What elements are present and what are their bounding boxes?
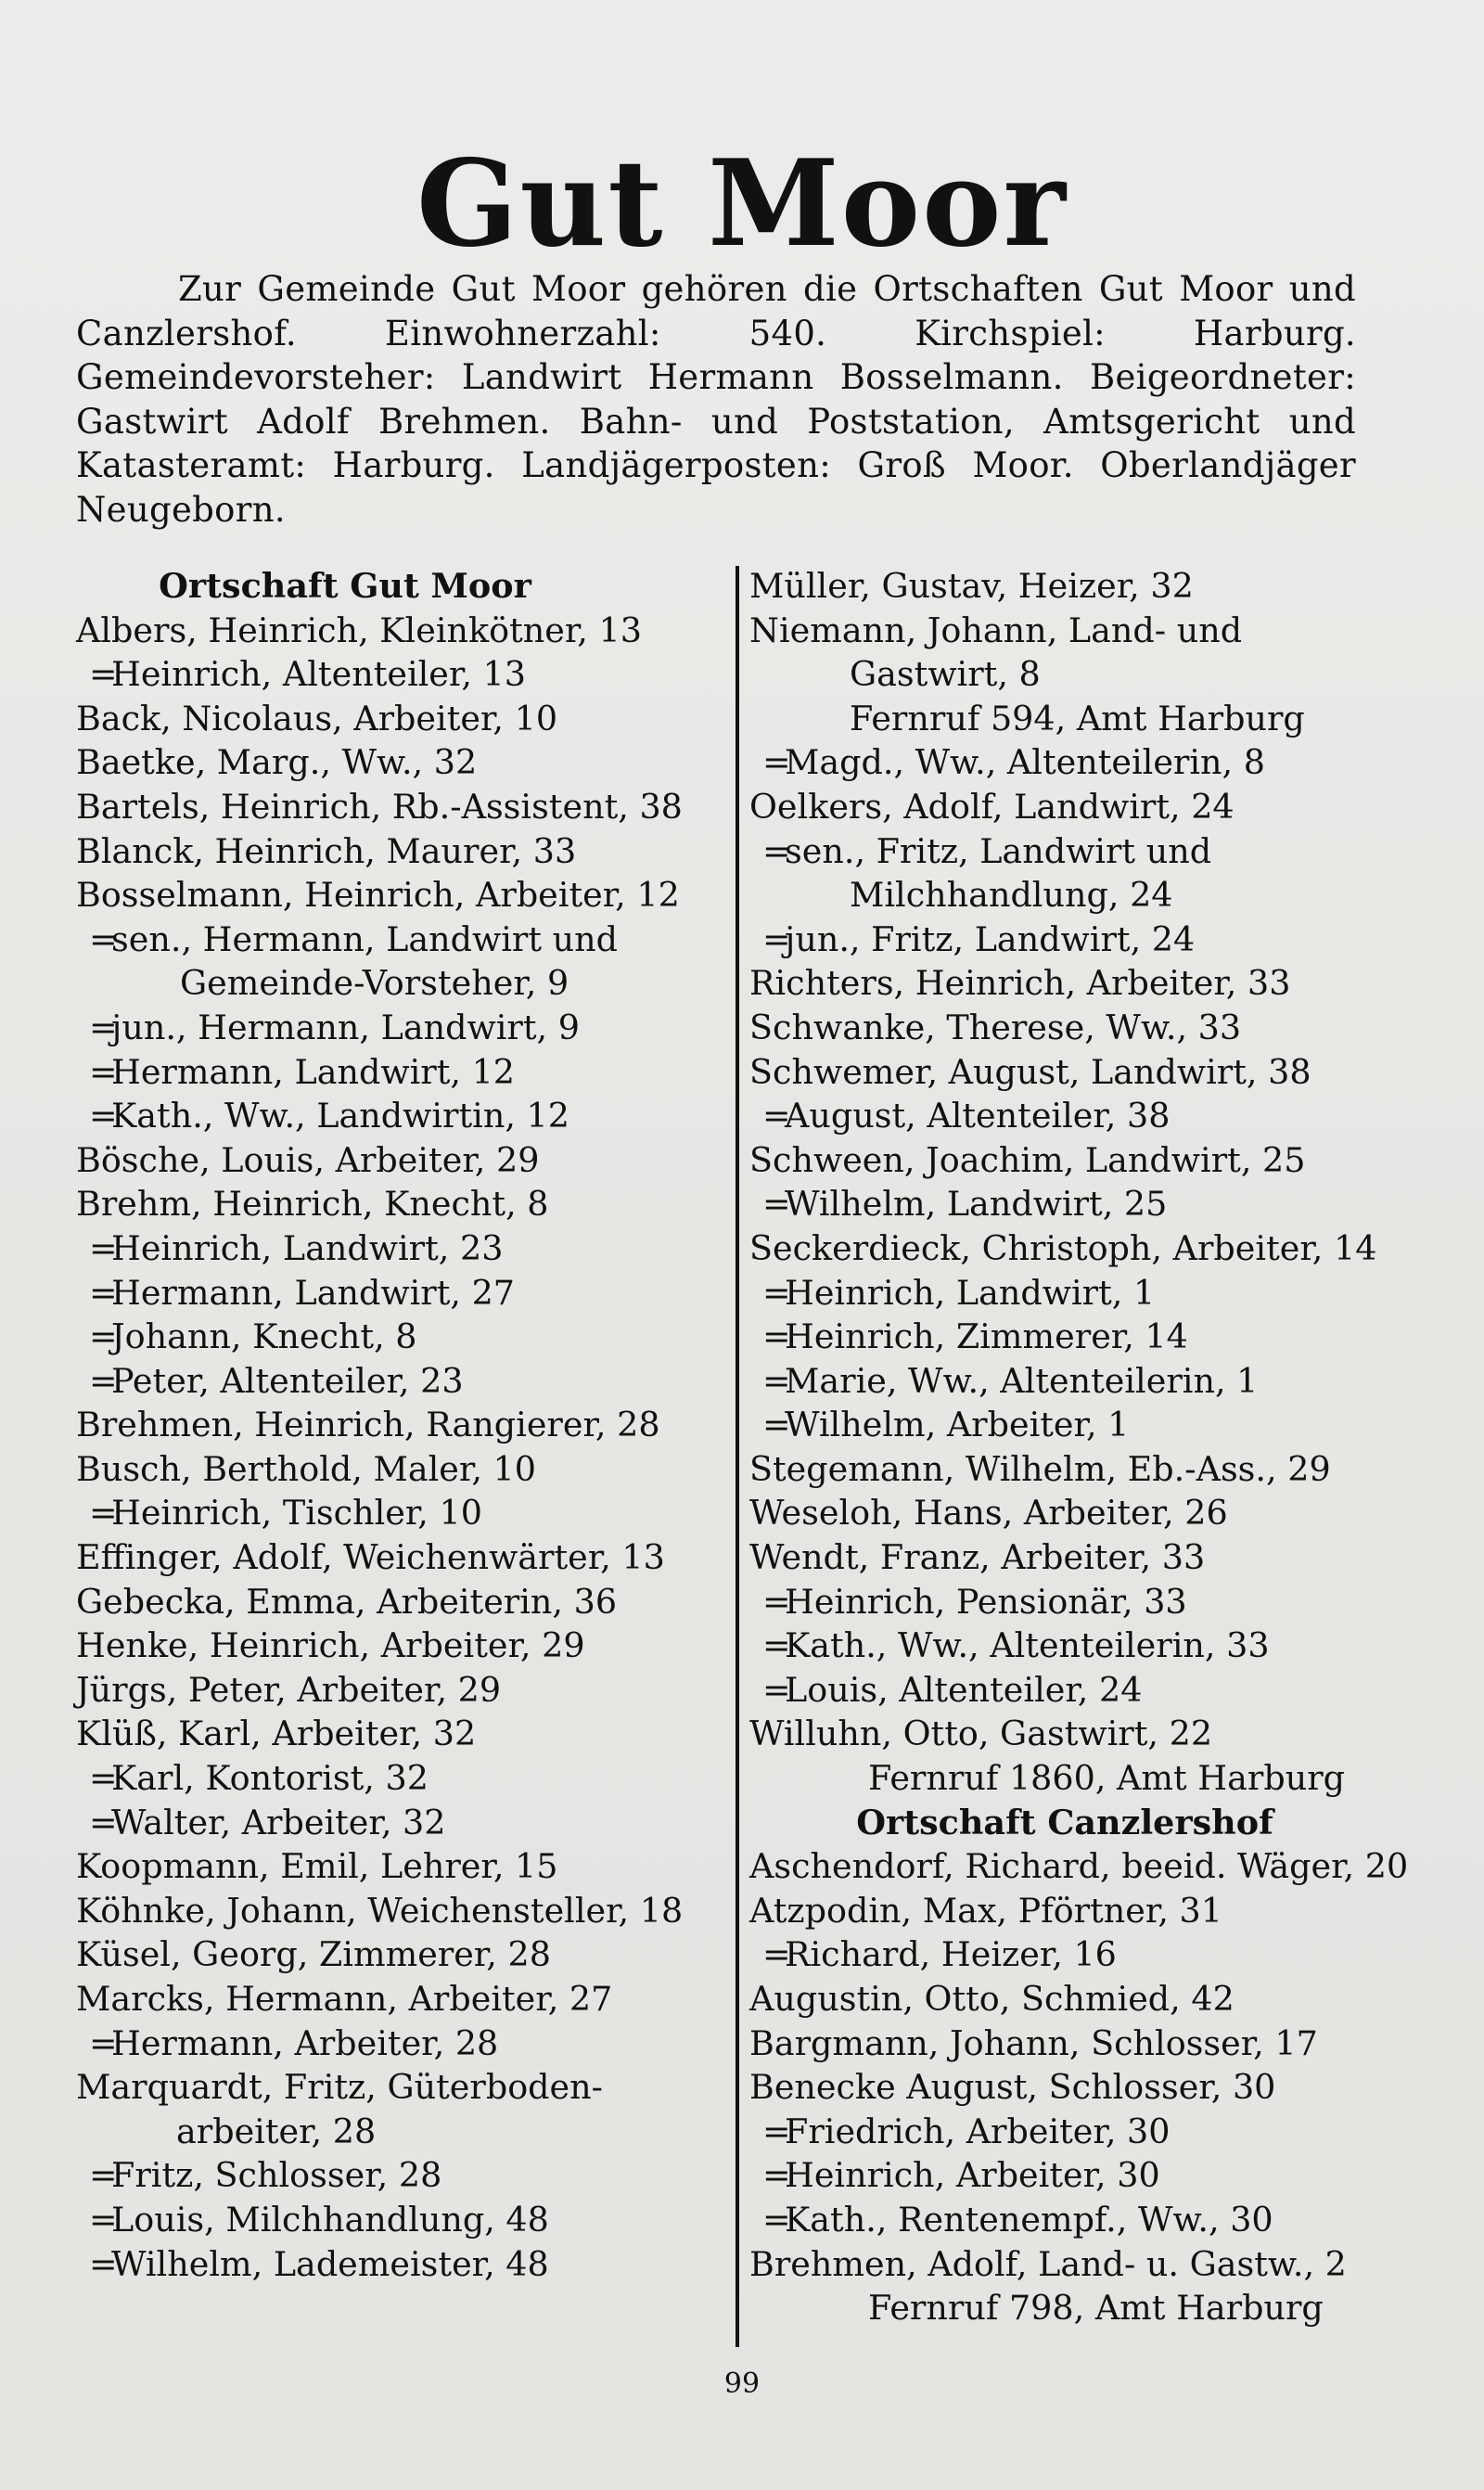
list-item: =Heinrich, Altenteiler, 13	[76, 652, 725, 697]
ditto-mark: =	[762, 1316, 791, 1357]
list-item: =Friedrich, Arbeiter, 30	[749, 2110, 1399, 2154]
list-item: Albers, Heinrich, Kleinkötner, 13	[76, 610, 642, 650]
list-item: =Kath., Ww., Landwirtin, 12	[76, 1094, 725, 1138]
ditto-mark: =	[762, 1184, 791, 1225]
list-item: Aschendorf, Richard, beeid. Wäger, 20	[749, 1846, 1409, 1887]
list-item: Willuhn, Otto, Gastwirt, 22	[749, 1713, 1213, 1754]
list-item: Blanck, Heinrich, Maurer, 33	[76, 830, 577, 871]
list-item: Bartels, Heinrich, Rb.-Assistent, 38	[76, 786, 683, 827]
list-item: Küsel, Georg, Zimmerer, 28	[76, 1934, 551, 1975]
list-item: =Richard, Heizer, 16	[749, 1932, 1399, 1977]
ditto-mark: =	[89, 1272, 118, 1313]
ditto-mark: =	[762, 1669, 791, 1710]
list-item: =sen., Hermann, Landwirt und	[76, 918, 725, 962]
list-item: =Karl, Kontorist, 32	[76, 1756, 725, 1801]
list-item: Müller, Gustav, Heizer, 32	[749, 566, 1194, 606]
ditto-mark: =	[89, 918, 118, 959]
list-item: Jürgs, Peter, Arbeiter, 29	[76, 1669, 502, 1710]
phone-number: Fernruf 1860, Amt Harburg	[868, 1758, 1346, 1799]
list-item: =Wilhelm, Arbeiter, 1	[749, 1403, 1399, 1447]
ditto-mark: =	[89, 2199, 118, 2240]
list-item: =Heinrich, Landwirt, 1	[749, 1271, 1399, 1316]
list-item: Henke, Heinrich, Arbeiter, 29	[76, 1625, 585, 1666]
ditto-mark: =	[762, 1360, 791, 1401]
list-item: Seckerdieck, Christoph, Arbeiter, 14	[749, 1227, 1377, 1268]
ditto-mark: =	[762, 1625, 791, 1666]
column-divider	[736, 566, 739, 2347]
section-heading-canzlershof: Ortschaft Canzlershof	[856, 1802, 1273, 1842]
list-item: =sen., Fritz, Landwirt und	[749, 829, 1399, 874]
ditto-mark: =	[89, 1007, 118, 1047]
list-item: Effinger, Adolf, Weichenwärter, 13	[76, 1537, 665, 1578]
list-item: =Heinrich, Arbeiter, 30	[749, 2153, 1399, 2198]
list-item: Bargmann, Johann, Schlosser, 17	[749, 2022, 1318, 2063]
list-item: =Peter, Altenteiler, 23	[76, 1359, 725, 1404]
ditto-mark: =	[89, 1096, 118, 1136]
list-item: Richters, Heinrich, Arbeiter, 33	[749, 963, 1291, 1004]
list-item-continuation: Milchhandlung, 24	[850, 875, 1173, 916]
ditto-mark: =	[762, 1934, 791, 1975]
list-item: Augustin, Otto, Schmied, 42	[749, 1979, 1235, 2019]
list-item: =Marie, Ww., Altenteilerin, 1	[749, 1359, 1399, 1404]
ditto-mark: =	[762, 830, 791, 871]
ditto-mark: =	[89, 1802, 118, 1842]
ditto-mark: =	[89, 2243, 118, 2284]
list-item: Brehmen, Adolf, Land- u. Gastw., 2	[749, 2243, 1347, 2284]
ditto-mark: =	[89, 1316, 118, 1357]
list-item: Bosselmann, Heinrich, Arbeiter, 12	[76, 875, 680, 916]
list-item: =Heinrich, Zimmerer, 14	[749, 1315, 1399, 1359]
list-item: =Heinrich, Tischler, 10	[76, 1491, 725, 1535]
left-column	[76, 564, 725, 2286]
ditto-mark: =	[89, 1227, 118, 1268]
list-item: =Kath., Rentenempf., Ww., 30	[749, 2198, 1399, 2242]
list-item: Marquardt, Fritz, Güterboden-	[76, 2067, 603, 2108]
list-item: Brehm, Heinrich, Knecht, 8	[76, 1184, 549, 1225]
right-column	[749, 564, 1409, 2330]
list-item: =Hermann, Arbeiter, 28	[76, 2022, 725, 2066]
intro-paragraph: Zur Gemeinde Gut Moor gehören die Ortschaften Gut Moor und Canzlershof. Einwohnerzahl: 540. Kirchspiel: Harburg. Gemeindevorsteher: Landwirt Hermann Bosselmann. Beigeordneter: Gastwirt Adolf Brehmen. Bahn- und Poststation, Amtsgericht und Katasteramt: Harburg. Landjägerposten: Groß Moor. Oberlandjäger Neugeborn.	[76, 269, 1356, 530]
list-item: Stegemann, Wilhelm, Eb.-Ass., 29	[749, 1448, 1331, 1489]
ditto-mark: =	[762, 918, 791, 959]
list-item: =Heinrich, Landwirt, 23	[76, 1226, 725, 1271]
list-item: =Kath., Ww., Altenteilerin, 33	[749, 1624, 1399, 1668]
list-item: Marcks, Hermann, Arbeiter, 27	[76, 1979, 613, 2019]
list-item: Brehmen, Heinrich, Rangierer, 28	[76, 1405, 660, 1445]
list-item: Gebecka, Emma, Arbeiterin, 36	[76, 1581, 618, 1622]
list-item: Bösche, Louis, Arbeiter, 29	[76, 1139, 540, 1180]
ditto-mark: =	[762, 2111, 791, 2151]
list-item-continuation: Gemeinde-Vorsteher, 9	[180, 963, 569, 1004]
list-item: Schwemer, August, Landwirt, 38	[749, 1051, 1311, 1092]
ditto-mark: =	[762, 1272, 791, 1313]
list-item: Baetke, Marg., Ww., 32	[76, 742, 478, 783]
list-item: =Louis, Altenteiler, 24	[749, 1668, 1399, 1713]
list-item: Niemann, Johann, Land- und	[749, 610, 1243, 650]
list-item: Back, Nicolaus, Arbeiter, 10	[76, 698, 558, 738]
list-item: =Fritz, Schlosser, 28	[76, 2153, 725, 2198]
list-item: =Wilhelm, Landwirt, 25	[749, 1182, 1399, 1226]
list-item: =jun., Fritz, Landwirt, 24	[749, 918, 1399, 962]
ditto-mark: =	[89, 1758, 118, 1799]
list-item: Koopmann, Emil, Lehrer, 15	[76, 1846, 558, 1887]
ditto-mark: =	[89, 654, 118, 695]
page-number: 99	[723, 2368, 761, 2400]
ditto-mark: =	[89, 2022, 118, 2063]
list-item: Schween, Joachim, Landwirt, 25	[749, 1139, 1306, 1180]
list-item-continuation: arbeiter, 28	[176, 2111, 377, 2151]
list-item: =Walter, Arbeiter, 32	[76, 1801, 725, 1845]
phone-number: Fernruf 798, Amt Harburg	[868, 2288, 1324, 2329]
list-item: =Johann, Knecht, 8	[76, 1315, 725, 1359]
ditto-mark: =	[762, 742, 791, 783]
list-item: =Hermann, Landwirt, 12	[76, 1050, 725, 1095]
list-item: =Magd., Ww., Altenteilerin, 8	[749, 740, 1399, 785]
list-item-continuation: Gastwirt, 8	[850, 654, 1041, 695]
ditto-mark: =	[762, 1096, 791, 1136]
phone-number: Fernruf 594, Amt Harburg	[850, 698, 1305, 738]
list-item: Köhnke, Johann, Weichensteller, 18	[76, 1890, 684, 1931]
list-item: =Heinrich, Pensionär, 33	[749, 1580, 1399, 1624]
list-item: Wendt, Franz, Arbeiter, 33	[749, 1537, 1206, 1578]
ditto-mark: =	[89, 1360, 118, 1401]
ditto-mark: =	[89, 1493, 118, 1534]
section-heading-gut-moor: Ortschaft Gut Moor	[159, 566, 531, 606]
list-item: Schwanke, Therese, Ww., 33	[749, 1007, 1242, 1047]
list-item: Atzpodin, Max, Pförtner, 31	[749, 1890, 1222, 1931]
list-item: =August, Altenteiler, 38	[749, 1094, 1399, 1138]
list-item: =Louis, Milchhandlung, 48	[76, 2198, 725, 2242]
list-item: =Hermann, Landwirt, 27	[76, 1271, 725, 1316]
ditto-mark: =	[762, 1405, 791, 1445]
ditto-mark: =	[89, 1051, 118, 1092]
list-item: Klüß, Karl, Arbeiter, 32	[76, 1713, 477, 1754]
list-item: =jun., Hermann, Landwirt, 9	[76, 1006, 725, 1050]
list-item: Benecke August, Schlosser, 30	[749, 2067, 1276, 2108]
list-item: =Wilhelm, Lademeister, 48	[76, 2242, 725, 2287]
ditto-mark: =	[89, 2155, 118, 2196]
list-item: Busch, Berthold, Maler, 10	[76, 1448, 536, 1489]
ditto-mark: =	[762, 2199, 791, 2240]
ditto-mark: =	[762, 1581, 791, 1622]
page-title: Gut Moor	[416, 135, 1068, 274]
list-item: Oelkers, Adolf, Landwirt, 24	[749, 786, 1235, 827]
list-item: Weseloh, Hans, Arbeiter, 26	[749, 1493, 1228, 1534]
ditto-mark: =	[762, 2155, 791, 2196]
